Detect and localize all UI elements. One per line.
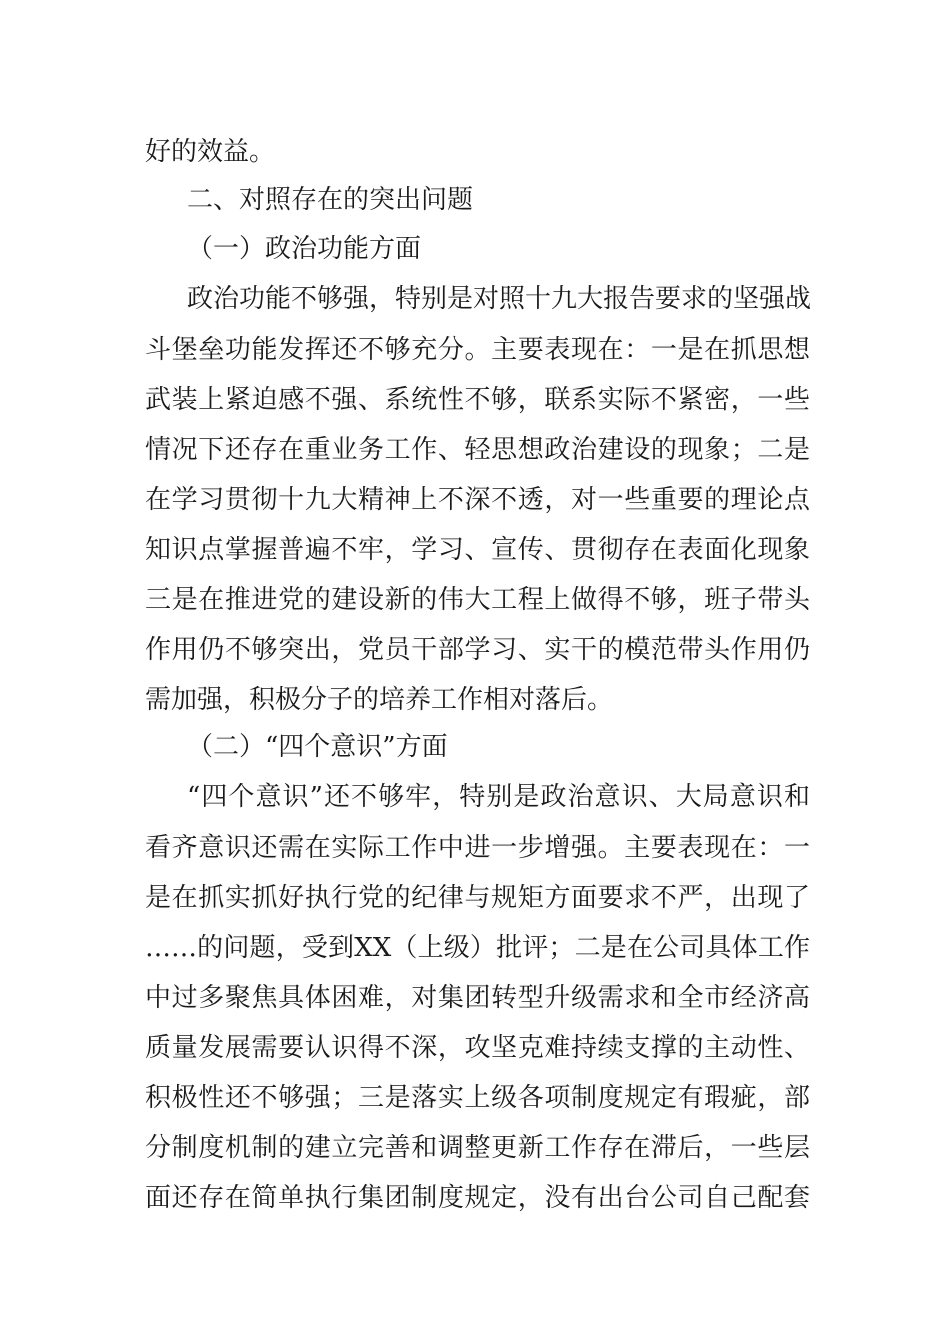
text-line-9: 知识点掌握普遍不牢，学习、宣传、贯彻存在表面化现象 [145,535,810,565]
text-line-12: 需加强，积极分子的培养工作相对落后。 [145,685,614,715]
text-line-4: 政治功能不够强，特别是对照十九大报告要求的坚强战 [187,284,812,314]
text-line-11: 作用仍不够突出，党员干部学习、实干的模范带头作用仍 [145,635,810,665]
section-heading: 二、对照存在的突出问题 [187,185,474,215]
text-line-5: 斗堡垒功能发挥还不够充分。主要表现在：一是在抓思想 [145,335,810,365]
text-line-10: 三是在推进党的建设新的伟大工程上做得不够，班子带头 [145,585,810,615]
subsection-heading-1: （一）政治功能方面 [187,234,422,264]
text-line-1: 好的效益。 [145,137,276,167]
text-line-7: 情况下还存在重业务工作、轻思想政治建设的现象；二是 [145,435,810,465]
text-line-21: 分制度机制的建立完善和调整更新工作存在滞后，一些层 [145,1133,810,1163]
text-line-18: 中过多聚焦具体困难，对集团转型升级需求和全市经济高 [145,983,810,1013]
text-line-8: 在学习贯彻十九大精神上不深不透，对一些重要的理论点 [145,485,810,515]
text-line-17: ……的问题，受到XX（上级）批评；二是在公司具体工作 [145,933,810,963]
text-line-15: 看齐意识还需在实际工作中进一步增强。主要表现在：一 [145,833,810,863]
text-line-22: 面还存在简单执行集团制度规定，没有出台公司自己配套 [145,1183,810,1213]
text-line-19: 质量发展需要认识得不深，攻坚克难持续支撑的主动性、 [145,1033,810,1063]
text-line-16: 是在抓实抓好执行党的纪律与规矩方面要求不严，出现了 [145,883,810,913]
text-line-6: 武装上紧迫感不强、系统性不够，联系实际不紧密，一些 [145,385,810,415]
subsection-heading-2: （二）“四个意识”方面 [187,732,448,762]
text-line-14: “四个意识”还不够牢，特别是政治意识、大局意识和 [187,782,810,812]
text-line-20: 积极性还不够强；三是落实上级各项制度规定有瑕疵，部 [145,1083,810,1113]
